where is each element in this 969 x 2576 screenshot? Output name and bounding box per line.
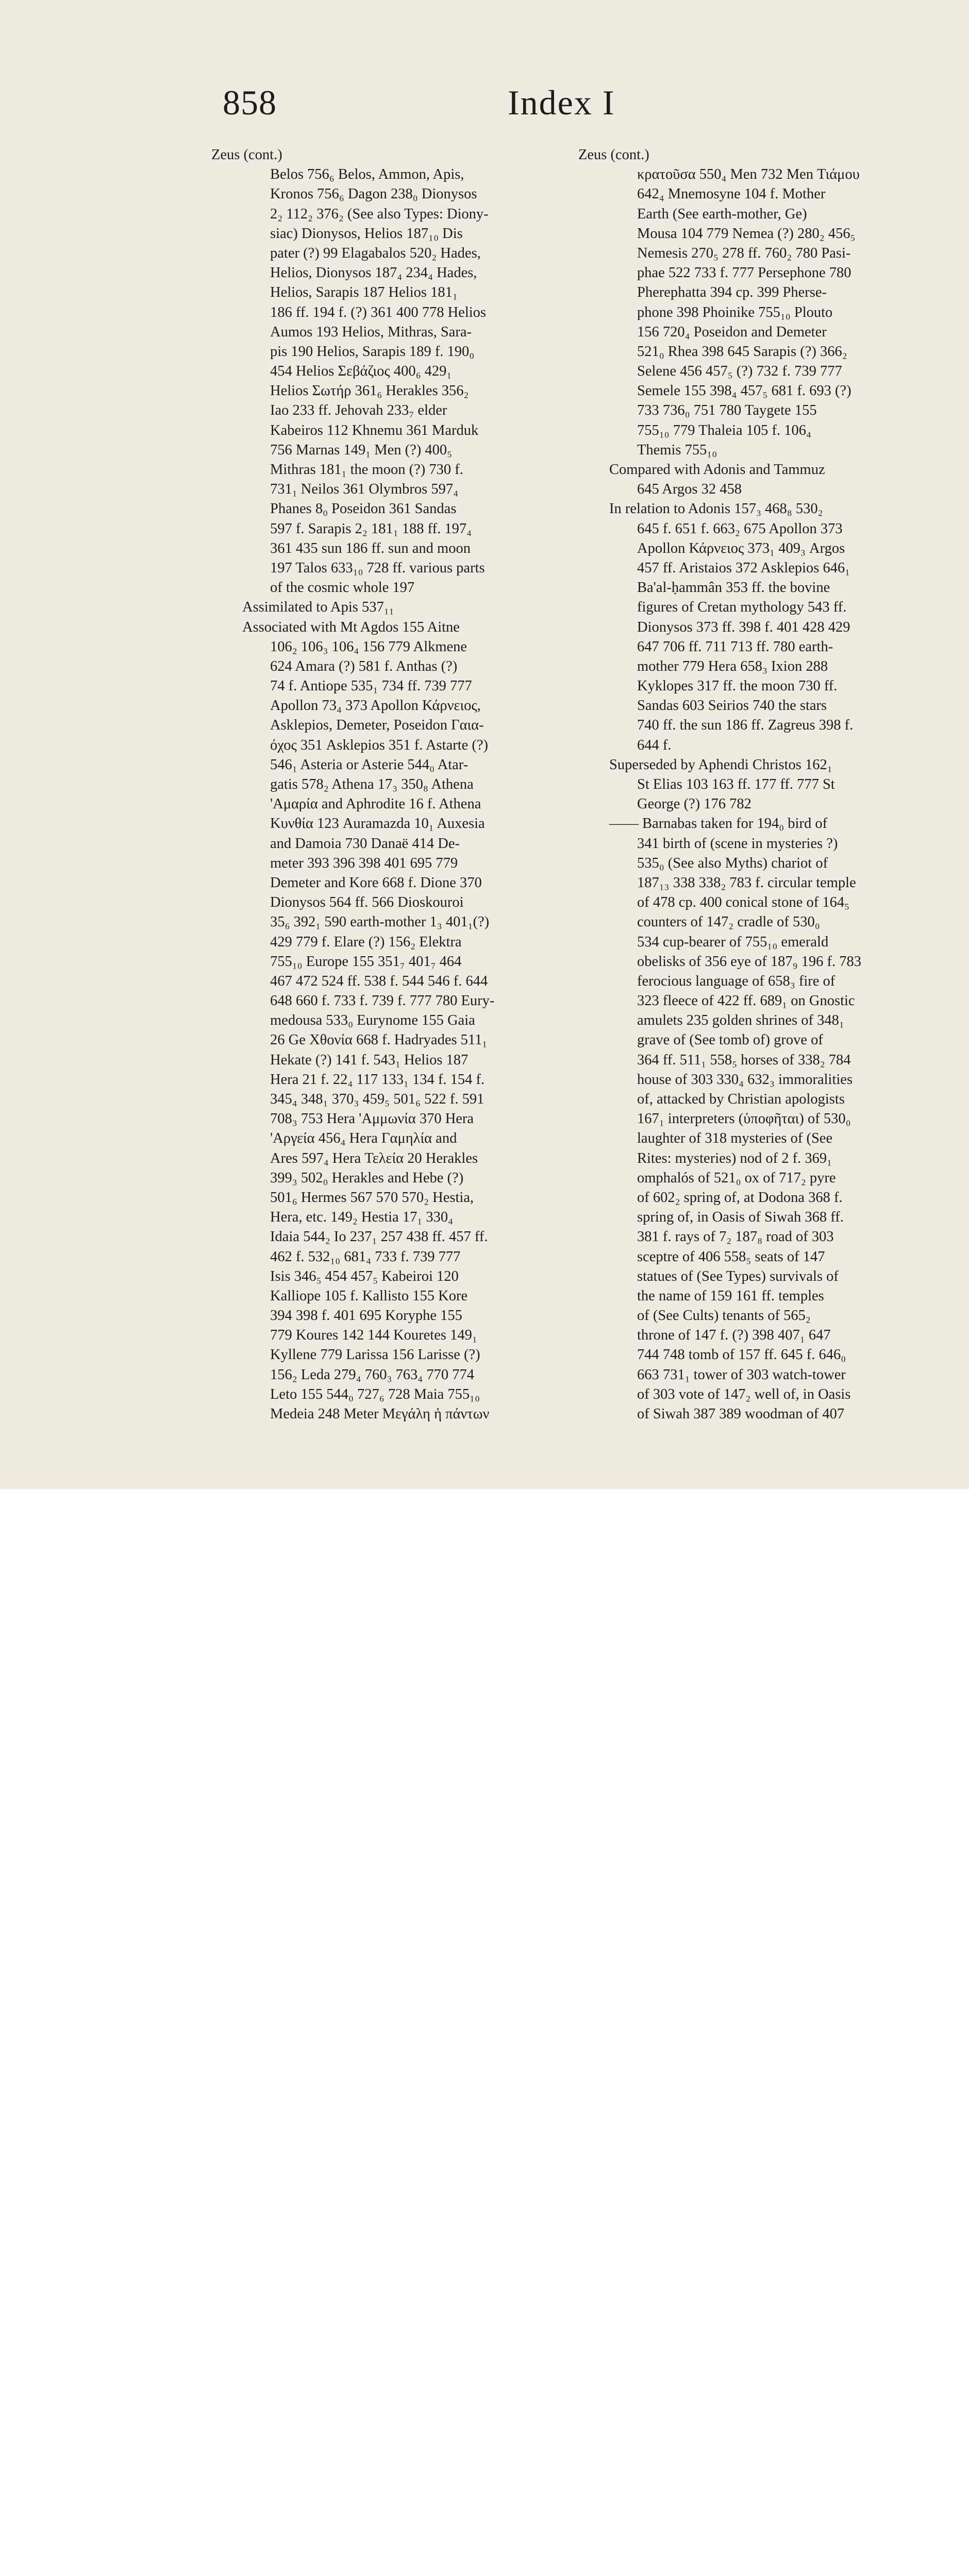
entry-line: 647 706 ff. 711 713 ff. 780 earth- xyxy=(637,638,833,655)
page-number: 858 xyxy=(223,83,277,122)
entry-line: Earth (See earth-mother, Ge) xyxy=(637,206,807,222)
entry-line: 467 472 524 ff. 538 f. 544 546 f. 644 xyxy=(270,973,488,989)
entry-line: Iao 233 ff. Jehovah 233₇ elder xyxy=(270,402,447,419)
entry-line: 645 Argos 32 458 xyxy=(637,481,742,498)
footer-bar xyxy=(0,1489,969,1567)
subentry-line: In relation to Adonis 157₃ 468₈ 530₂ xyxy=(609,501,823,517)
entry-line: Nemesis 270₅ 278 ff. 760₂ 780 Pasi- xyxy=(637,245,851,261)
entry-line: 755₁₀ Europe 155 351₇ 401₇ 464 xyxy=(270,953,462,970)
entry-line: Themis 755₁₀ xyxy=(637,442,717,458)
entry-line: Mithras 181₁ the moon (?) 730 f. xyxy=(270,462,463,478)
entry-line: of 602₂ spring of, at Dodona 368 f. xyxy=(637,1189,843,1206)
entry-line: 394 398 f. 401 695 Koryphe 155 xyxy=(270,1308,462,1324)
entry-line: 642₄ Mnemosyne 104 f. Mother xyxy=(637,186,826,202)
entry-line: Belos 756₆ Belos, Ammon, Apis, xyxy=(270,166,464,183)
entry-line: siac) Dionysos, Helios 187₁₀ Dis xyxy=(270,225,463,242)
entry-line: the name of 159 161 ff. temples xyxy=(637,1287,824,1304)
entry-heading: Zeus (cont.) xyxy=(211,147,282,163)
entry-line: Dionysos 373 ff. 398 f. 401 428 429 xyxy=(637,619,850,635)
entry-line: amulets 235 golden shrines of 348₁ xyxy=(637,1012,844,1029)
entry-line: κρατοῦσα 550₄ Men 732 Men Τιάμου xyxy=(637,166,860,183)
entry-line: 399₃ 502₀ Herakles and Hebe (?) xyxy=(270,1170,464,1186)
entry-line: omphalós of 521₀ ox of 717₂ pyre xyxy=(637,1170,836,1186)
entry-line: ferocious language of 658₃ fire of xyxy=(637,973,836,989)
entry-line: 457 ff. Aristaios 372 Asklepios 646₁ xyxy=(637,560,850,576)
entry-line: Hekate (?) 141 f. 543₁ Helios 187 xyxy=(270,1052,469,1068)
entry-line: Hera, etc. 149₂ Hestia 17₁ 330₄ xyxy=(270,1209,454,1226)
entry-line: 756 Marnas 149₁ Men (?) 400₅ xyxy=(270,442,453,458)
entry-line: 534 cup-bearer of 755₁₀ emerald xyxy=(637,934,829,950)
entry-line: Selene 456 457₅ (?) 732 f. 739 777 xyxy=(637,363,842,380)
entry-line: Kabeiros 112 Khnemu 361 Marduk xyxy=(270,422,479,438)
subentry-line: Compared with Adonis and Tammuz xyxy=(609,462,825,478)
entry-line: 429 779 f. Elare (?) 156₂ Elektra xyxy=(270,934,462,950)
entry-line: 361 435 sun 186 ff. sun and moon xyxy=(270,540,471,556)
entry-line: 'Αργεία 456₄ Hera Γαμηλία and xyxy=(270,1130,457,1147)
entry-line: gatis 578₂ Athena 17₃ 350₈ Athena xyxy=(270,776,474,792)
entry-line: medousa 533₀ Eurynome 155 Gaia xyxy=(270,1012,475,1029)
entry-heading: Zeus (cont.) xyxy=(578,147,649,163)
entry-line: phae 522 733 f. 777 Persephone 780 xyxy=(637,265,851,281)
entry-line: Helios, Dionysos 187₄ 234₄ Hades, xyxy=(270,265,477,281)
entry-line: of (See Cults) tenants of 565₂ xyxy=(637,1308,811,1324)
entry-line: spring of, in Oasis of Siwah 368 ff. xyxy=(637,1209,844,1226)
entry-line: 381 f. rays of 7₂ 187₈ road of 303 xyxy=(637,1229,834,1245)
entry-line: Rites: mysteries) nod of 2 f. 369₁ xyxy=(637,1150,832,1166)
entry-line: 156₂ Leda 279₄ 760₃ 763₄ 770 774 xyxy=(270,1366,474,1383)
entry-line: counters of 147₂ cradle of 530₀ xyxy=(637,914,820,930)
entry-line: Asklepios, Demeter, Poseidon Γαια- xyxy=(270,717,484,734)
entry-line: phone 398 Phoinike 755₁₀ Plouto xyxy=(637,304,833,320)
entry-line: 106₂ 106₃ 106₄ 156 779 Alkmene xyxy=(270,638,467,655)
entry-line: Apollon 73₄ 373 Apollon Κάρνειος, xyxy=(270,698,481,714)
entry-line: 755₁₀ 779 Thaleia 105 f. 106₄ xyxy=(637,422,811,438)
entry-line: of 478 cp. 400 conical stone of 164₅ xyxy=(637,894,850,911)
entry-line: laughter of 318 mysteries of (See xyxy=(637,1130,833,1147)
entry-line: Mousa 104 779 Nemea (?) 280₂ 456₅ xyxy=(637,225,856,242)
entry-line: Medeia 248 Meter Μεγάλη ἡ πάντων xyxy=(270,1406,490,1422)
entry-line: of Siwah 387 389 woodman of 407 xyxy=(637,1406,845,1422)
entry-line: 'Αμαρία and Aphrodite 16 f. Athena xyxy=(270,796,481,812)
entry-line: meter 393 396 398 401 695 779 xyxy=(270,855,458,871)
entry-line: St Elias 103 163 ff. 177 ff. 777 St xyxy=(637,776,835,792)
entry-line: mother 779 Hera 658₃ Ixion 288 xyxy=(637,658,828,674)
entry-line: 501₆ Hermes 567 570 570₂ Hestia, xyxy=(270,1189,474,1206)
entry-line: 323 fleece of 422 ff. 689₁ on Gnostic xyxy=(637,993,855,1009)
entry-line: Idaia 544₂ Io 237₁ 257 438 ff. 457 ff. xyxy=(270,1229,488,1245)
entry-line: 197 Talos 633₁₀ 728 ff. various parts xyxy=(270,560,485,576)
entry-line: Semele 155 398₄ 457₅ 681 f. 693 (?) xyxy=(637,383,851,399)
entry-line: pis 190 Helios, Sarapis 189 f. 190₀ xyxy=(270,343,475,360)
subentry-line: Associated with Mt Agdos 155 Aitne xyxy=(242,619,460,635)
entry-line: and Damoia 730 Danaë 414 De- xyxy=(270,835,460,852)
entry-line: 624 Amara (?) 581 f. Anthas (?) xyxy=(270,658,458,674)
entry-line: 186 ff. 194 f. (?) 361 400 778 Helios xyxy=(270,304,486,320)
entry-line: of, attacked by Christian apologists xyxy=(637,1091,845,1107)
entry-line: Kalliope 105 f. Kallisto 155 Kore xyxy=(270,1287,468,1304)
entry-line: Hera 21 f. 22₄ 117 133₁ 134 f. 154 f. xyxy=(270,1071,485,1088)
entry-line: 597 f. Sarapis 2₂ 181₁ 188 ff. 197₄ xyxy=(270,520,472,537)
entry-line: 167₁ interpreters (ὑποφῆται) of 530₀ xyxy=(637,1111,851,1127)
entry-line: Kronos 756₆ Dagon 238₀ Dionysos xyxy=(270,186,477,202)
entry-line: Pherephatta 394 cp. 399 Pherse- xyxy=(637,284,827,301)
entry-line: 535₀ (See also Myths) chariot of xyxy=(637,855,828,871)
entry-line: 454 Helios Σεβάζιος 400₆ 429₁ xyxy=(270,363,452,380)
entry-line: 731₁ Neilos 361 Olymbros 597₄ xyxy=(270,481,459,498)
subentry-line: —— Barnabas taken for 194₀ bird of xyxy=(609,816,828,832)
subentry-line: Superseded by Aphendi Christos 162₁ xyxy=(609,756,832,773)
entry-line: 648 660 f. 733 f. 739 f. 777 780 Eury- xyxy=(270,993,495,1009)
entry-line: Ba'al-ḥammân 353 ff. the bovine xyxy=(637,580,830,596)
entry-line: 35₆ 392₁ 590 earth-mother 1₃ 401₁(?) xyxy=(270,914,490,930)
entry-line: 733 736₀ 751 780 Taygete 155 xyxy=(637,402,817,419)
entry-line: όχος 351 Asklepios 351 f. Astarte (?) xyxy=(270,737,489,753)
entry-line: 744 748 tomb of 157 ff. 645 f. 646₀ xyxy=(637,1347,846,1363)
entry-line: 187₁₃ 338 338₂ 783 f. circular temple xyxy=(637,874,856,891)
entry-line: 740 ff. the sun 186 ff. Zagreus 398 f. xyxy=(637,717,854,734)
entry-line: figures of Cretan mythology 543 ff. xyxy=(637,599,847,616)
entry-line: throne of 147 f. (?) 398 407₁ 647 xyxy=(637,1327,831,1344)
entry-line: sceptre of 406 558₅ seats of 147 xyxy=(637,1248,825,1265)
entry-line: of the cosmic whole 197 xyxy=(270,580,415,596)
entry-line: 644 f. xyxy=(637,737,672,753)
entry-line: Helios Σωτήρ 361₆ Herakles 356₂ xyxy=(270,383,469,399)
entry-line: obelisks of 356 eye of 187₉ 196 f. 783 xyxy=(637,953,862,970)
entry-line: Leto 155 544₀ 727₆ 728 Maia 755₁₀ xyxy=(270,1386,480,1402)
entry-line: Phanes 8₀ Poseidon 361 Sandas xyxy=(270,501,457,517)
entry-line: Ares 597₄ Hera Τελεία 20 Herakles xyxy=(270,1150,478,1166)
entry-line: 2₂ 112₂ 376₂ (See also Types: Diony- xyxy=(270,206,489,222)
entry-line: 708₃ 753 Hera 'Αμμωνία 370 Hera xyxy=(270,1111,474,1127)
entry-line: 546₁ Asteria or Asterie 544₀ Atar- xyxy=(270,756,469,773)
entry-line: Dionysos 564 ff. 566 Dioskouroi xyxy=(270,894,464,911)
entry-line: 645 f. 651 f. 663₂ 675 Apollon 373 xyxy=(637,520,843,537)
entry-line: 26 Ge Χθονία 668 f. Hadryades 511₁ xyxy=(270,1032,488,1048)
entry-line: 521₀ Rhea 398 645 Sarapis (?) 366₂ xyxy=(637,343,847,360)
entry-line: Κυνθία 123 Auramazda 10₁ Auxesia xyxy=(270,816,485,832)
entry-line: Demeter and Kore 668 f. Dione 370 xyxy=(270,874,482,891)
entry-line: Isis 346₅ 454 457₅ Kabeiroi 120 xyxy=(270,1268,459,1284)
entry-line: Kyllene 779 Larissa 156 Larisse (?) xyxy=(270,1347,480,1363)
entry-line: 364 ff. 511₁ 558₅ horses of 338₂ 784 xyxy=(637,1052,851,1068)
entry-line: 156 720₄ Poseidon and Demeter xyxy=(637,324,827,340)
entry-line: 345₄ 348₁ 370₃ 459₅ 501₆ 522 f. 591 xyxy=(270,1091,484,1107)
entry-line: Sandas 603 Seirios 740 the stars xyxy=(637,698,827,714)
entry-line: 74 f. Antiope 535₁ 734 ff. 739 777 xyxy=(270,678,472,694)
entry-line: pater (?) 99 Elagabalos 520₂ Hades, xyxy=(270,245,481,261)
entry-line: Aumos 193 Helios, Mithras, Sara- xyxy=(270,324,472,340)
page-title: Index I xyxy=(508,83,615,122)
subentry-line: Assimilated to Apis 537₁₁ xyxy=(242,599,394,616)
entry-line: Apollon Κάρνειος 373₁ 409₃ Argos xyxy=(637,540,845,556)
entry-line: Kyklopes 317 ff. the moon 730 ff. xyxy=(637,678,838,694)
entry-line: house of 303 330₄ 632₃ immoralities xyxy=(637,1071,853,1088)
entry-line: 779 Koures 142 144 Kouretes 149₁ xyxy=(270,1327,477,1344)
entry-line: 462 f. 532₁₀ 681₄ 733 f. 739 777 xyxy=(270,1248,461,1265)
entry-line: 663 731₁ tower of 303 watch-tower xyxy=(637,1366,846,1383)
entry-line: George (?) 176 782 xyxy=(637,796,751,812)
entry-line: Helios, Sarapis 187 Helios 181₁ xyxy=(270,284,458,301)
entry-line: of 303 vote of 147₂ well of, in Oasis xyxy=(637,1386,851,1402)
right-column xyxy=(578,145,969,1424)
entry-line: grave of (See tomb of) grove of xyxy=(637,1032,823,1048)
entry-line: statues of (See Types) survivals of xyxy=(637,1268,839,1284)
entry-line: 341 birth of (scene in mysteries ?) xyxy=(637,835,838,852)
